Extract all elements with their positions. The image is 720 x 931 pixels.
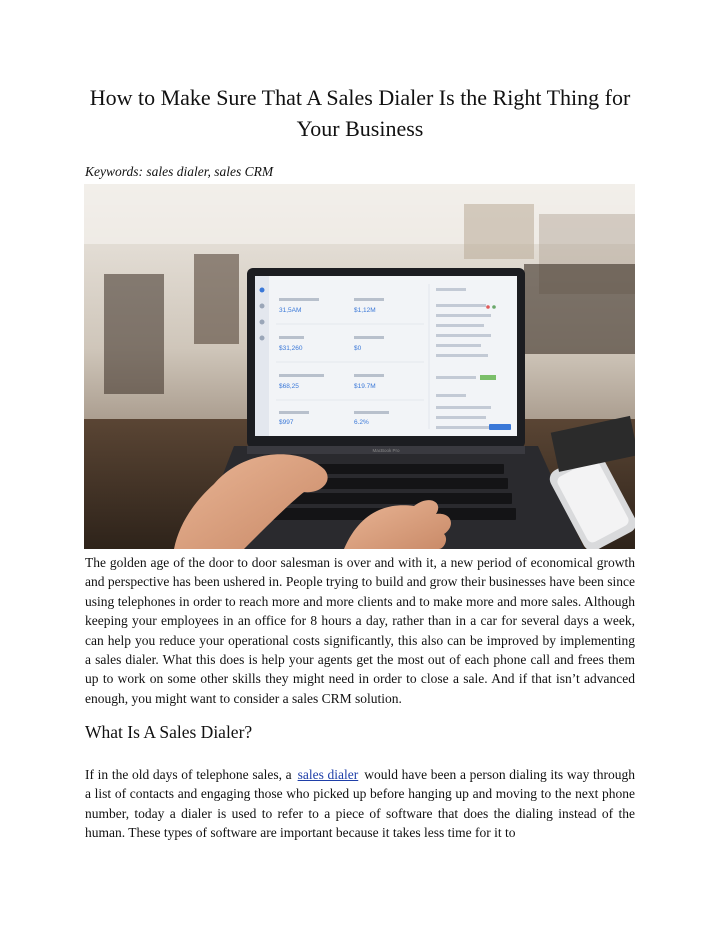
paragraph-text: would have been a person dialing its way through a list of contacts and engaging those who picked up before hanging up and moving to the next phone number, today a dialer is used to refer to a piece of software that does the dialing instead of the human. These types of software are important because it takes less time for it to [85,767,635,841]
sales-dialer-link[interactable]: sales dialer [297,767,359,782]
dashboard-value: $19.7M [354,383,376,390]
dashboard-value: $1,12M [354,307,376,314]
intro-paragraph: The golden age of the door to door salesman is over and with it, a new period of economical growth and perspective has been ushered in. People trying to build and grow their businesses have been since using telephones in order to reach more and more clients and to make more and more sales. Although keeping your employees in an office for 8 hours a day, rather than in a car for several days a week, can help you reduce your operational costs significantly, this also can be improved by implementing a sales dialer. What this does is help your agents get the most out of each phone call and frees them up to work on some other skills they might need in order to close a sale. And if that isn’t advanced enough, you might want to consider a sales CRM solution. [85,555,635,706]
paragraph-text: If in the old days of telephone sales, a [85,767,292,782]
dashboard-value: $31,260 [279,345,303,352]
dashboard-value: $68,25 [279,383,299,390]
document-title: How to Make Sure That A Sales Dialer Is the Right Thing for Your Business [89,85,631,141]
laptop-dashboard-photo [84,184,635,549]
dashboard-value: 31,5AM [279,307,302,314]
dashboard-value: 6.2% [354,419,369,426]
laptop-brand: MacBook Pro [372,448,400,453]
dashboard-value: $997 [279,419,294,426]
section-heading: What Is A Sales Dialer? [85,722,253,742]
keywords-line: Keywords: sales dialer, sales CRM [85,164,274,179]
section-paragraph [85,765,635,843]
dashboard-value: $0 [354,345,362,352]
